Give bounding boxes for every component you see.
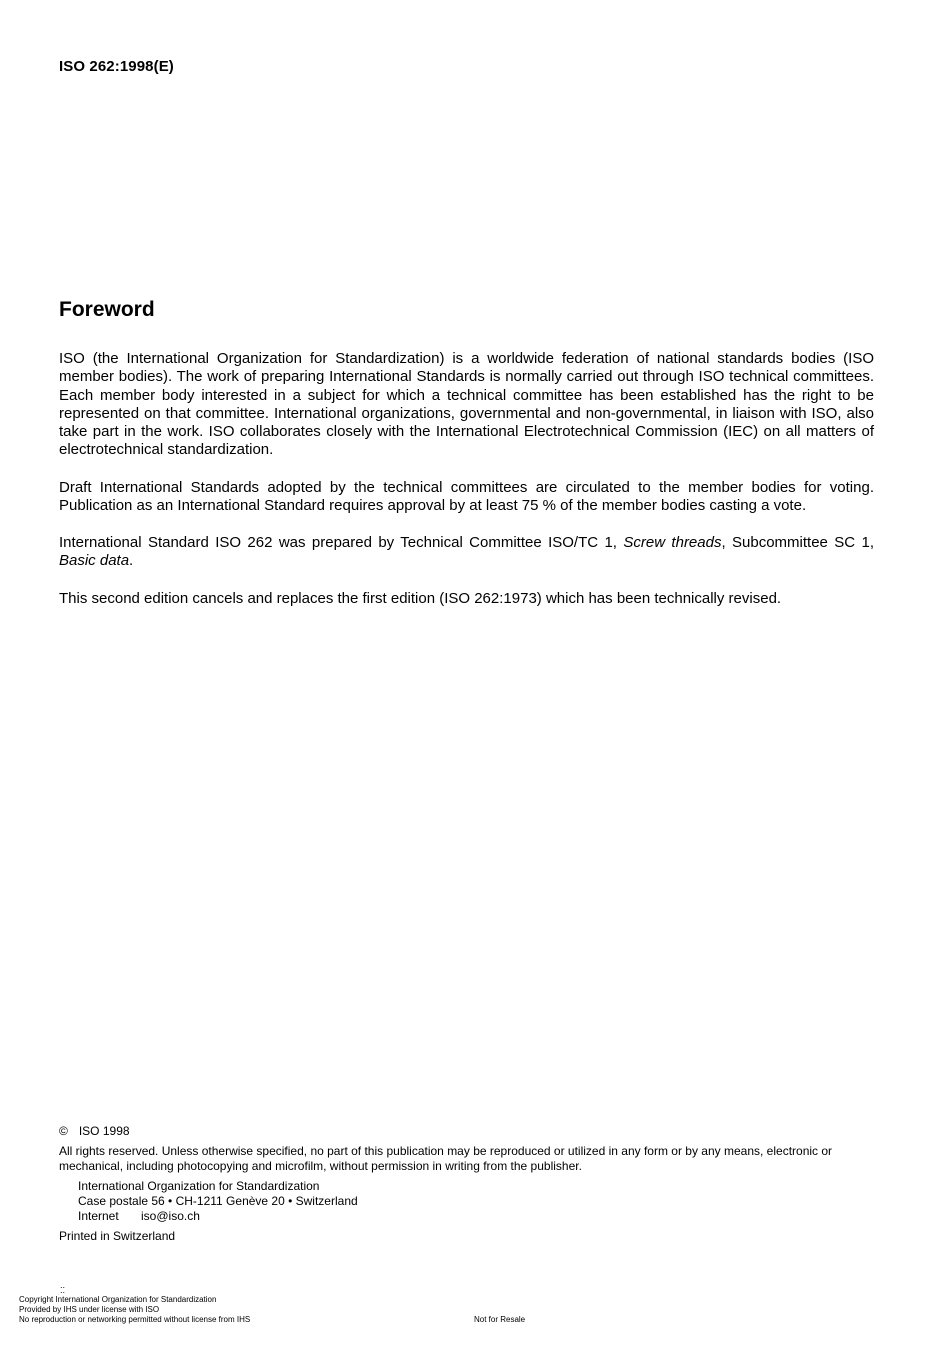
foreword-paragraph-2: Draft International Standards adopted by the technical committees are circulated to the member bodies for voting. Publication as an International Standard requires approval by at least 75 % of the member bodies casting a vote. bbox=[59, 479, 874, 515]
internet-line bbox=[78, 1209, 874, 1224]
postal-address: Case postale 56 • CH-1211 Genève 20 • Switzerland bbox=[78, 1194, 358, 1208]
license-footer bbox=[19, 1295, 250, 1325]
separator-dots: ⁚⁚ bbox=[60, 1286, 66, 1295]
internet-label: Internet bbox=[78, 1209, 119, 1223]
foreword-heading: Foreword bbox=[59, 298, 155, 321]
paragraph-3-text-start: International Standard ISO 262 was prepared by Technical Committee ISO/TC 1, bbox=[59, 534, 624, 551]
publisher-name: International Organization for Standardization bbox=[78, 1179, 320, 1193]
footer-provider-line: Provided by IHS under license with ISO bbox=[19, 1305, 160, 1314]
foreword-paragraph-4: This second edition cancels and replaces the first edition (ISO 262:1973) which has been technically revised. bbox=[59, 590, 782, 607]
footer-copyright-line: Copyright International Organization for Standardization bbox=[19, 1295, 217, 1304]
subcommittee-name: Basic data bbox=[59, 552, 130, 570]
rights-statement: All rights reserved. Unless otherwise specified, no part of this publication may be reproduced or utilized in any form or by any means, electronic or mechanical, including photocopying and microfilm, without permission in writing from the publisher. bbox=[59, 1144, 833, 1173]
document-id: ISO 262:1998(E) bbox=[59, 58, 174, 75]
not-for-resale-note: Not for Resale bbox=[474, 1315, 526, 1324]
paragraph-3-text-end: . bbox=[129, 552, 134, 570]
printed-in: Printed in Switzerland bbox=[59, 1229, 176, 1243]
copyright-line bbox=[59, 1124, 874, 1139]
email-link[interactable]: iso@iso.ch bbox=[141, 1209, 200, 1223]
foreword-paragraph-1: ISO (the International Organization for Standardization) is a worldwide federation of national standards bodies (ISO member bodies). The work of preparing International Standards is normally carried out through ISO technical committees. Each member body interested in a subject for which a technical committee has been established has the right to be represented on that committee. International organizations, governmental and non-governmental, in liaison with ISO, also take part in the work. ISO collaborates closely with the International Electrotechnical Commission (IEC) on all matters of electrotechnical standardization. bbox=[59, 350, 874, 459]
paragraph-3-text-mid: , Subcommittee SC 1, bbox=[721, 534, 875, 551]
footer-license-line: No reproduction or networking permitted without license from IHS bbox=[19, 1315, 251, 1324]
copyright-symbol: © bbox=[59, 1124, 68, 1138]
copyright-year: ISO 1998 bbox=[78, 1124, 130, 1138]
committee-name: Screw threads bbox=[623, 534, 722, 551]
publisher-address bbox=[59, 1179, 874, 1224]
foreword-paragraph-3 bbox=[59, 534, 874, 571]
copyright-block bbox=[59, 1124, 874, 1244]
